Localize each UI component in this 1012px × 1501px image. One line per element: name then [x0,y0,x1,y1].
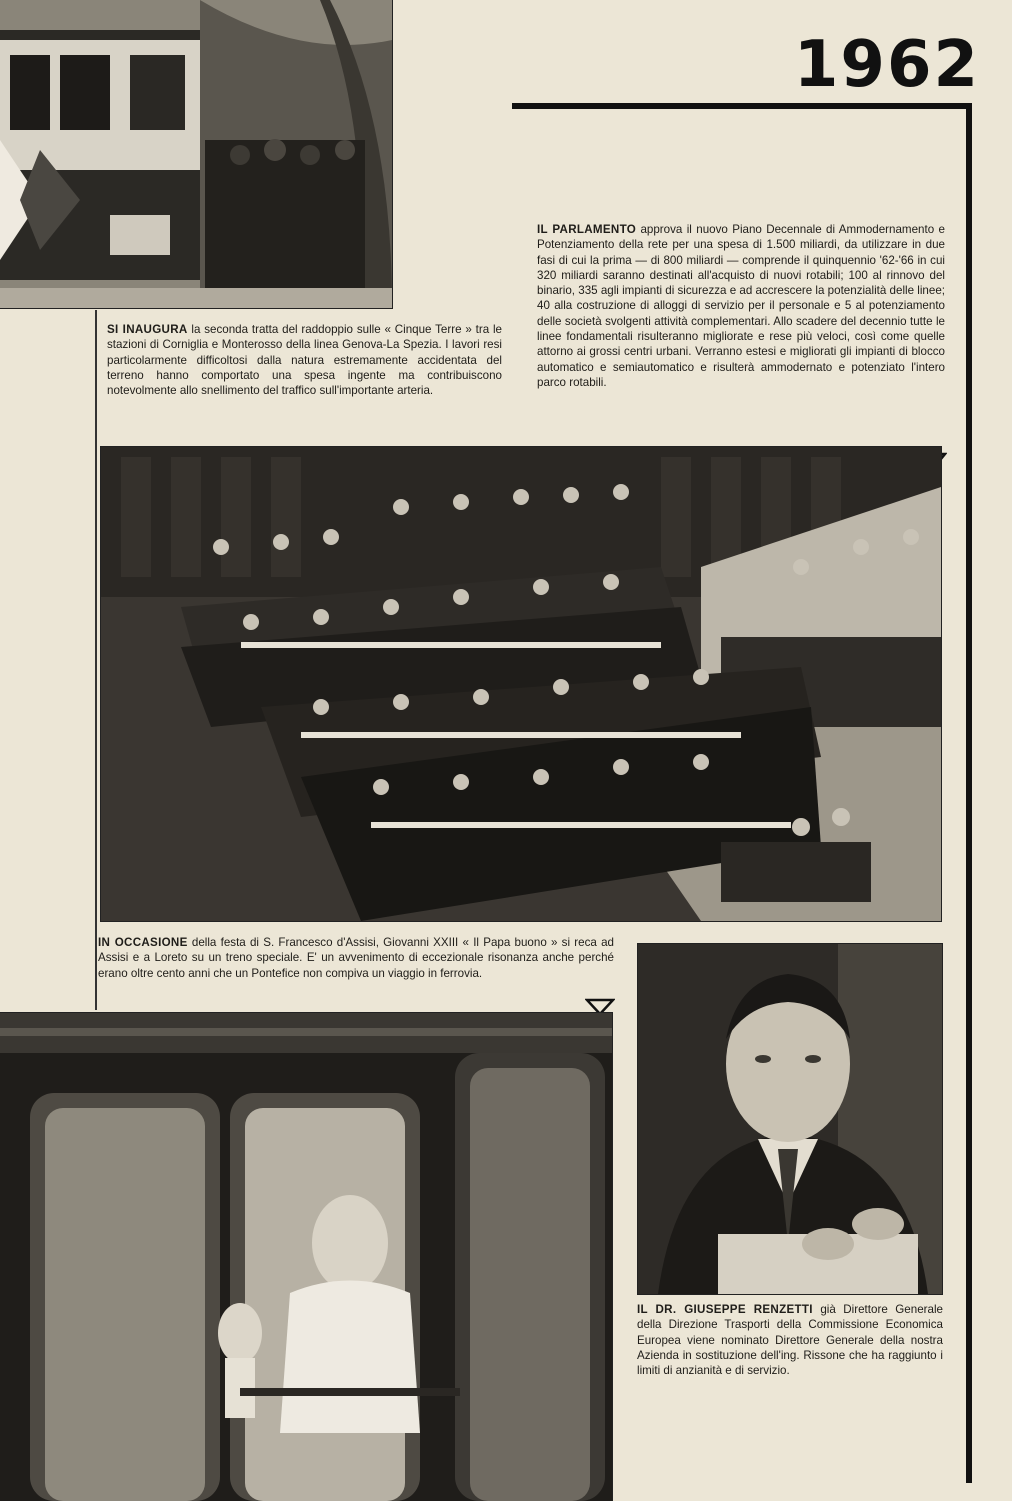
caption-cinque-terre [107,322,502,398]
photo-parliament-session [100,446,942,922]
caption-text: della festa di S. Francesco d'Assisi, Giovanni XXIII « Il Papa buono » si reca ad Assisi e a Loreto su un treno speciale. E' un avvenimento di eccezionale risonanza anche perché erano oltre cento anni che un Pontefice non compiva un viaggio in ferrovia. [98,936,614,980]
caption-renzetti [637,1302,943,1378]
frame-rule-top [512,103,972,109]
caption-lead: IL PARLAMENTO [537,223,637,236]
photo-pope-train-window [0,1012,613,1501]
caption-text: approva il nuovo Piano Decennale di Ammodernamento e Potenziamento della rete per una spesa di 1.500 miliardi, da utilizzare in due fasi di cui la prima — di 800 miliardi — comprende il quinquennio '62-'66 in cui 320 miliardi saranno destinati all'acquisto di nuovi rotabili; 100 al rinnovo del binario, 335 agli impianti di sicurezza e ad accrescere la potenzialità delle linee; 40 alla costruzione di alloggi di servizio per il personale e 5 al potenziamento delle società svolgenti attività complementari. Allo scadere del decennio tutte le linee fondamentali risulteranno migliorate e rese più veloci, così come quelle attorno ai grossi centri urbani. Verranno estesi e migliorati gli impianti di blocco automatico e semiautomatico e risulterà ammodernato e potenziato l'intero parco rotabili. [537,223,945,389]
caption-assisi [98,935,614,981]
year-heading: 1962 [793,28,980,102]
frame-rule-left [95,310,97,1010]
photo-train-inauguration [0,0,393,309]
caption-lead: IN OCCASIONE [98,936,188,949]
caption-lead: IL DR. GIUSEPPE RENZETTI [637,1303,813,1316]
caption-text: la seconda tratta del raddoppio sulle « Cinque Terre » tra le stazioni di Corniglia e Monterosso della linea Genova-La Spezia. I lavori resi particolarmente difficoltosi dalla natura estremamente accidentata del terreno hanno comportato una spesa ingente ma contribuiscono notevolmente allo snellimento del traffico sull'importante arteria. [107,323,502,398]
caption-text: già Direttore Generale della Direzione Trasporti della Commissione Economica Europea viene nominato Direttore Generale della nostra Azienda in sostituzione dell'ing. Rissone che ha raggiunto i limiti di anzianità e di servizio. [637,1303,943,1378]
caption-parlamento [537,222,945,390]
frame-rule-right [966,103,972,1483]
caption-lead: SI INAUGURA [107,323,188,336]
photo-renzetti-portrait [637,943,943,1295]
